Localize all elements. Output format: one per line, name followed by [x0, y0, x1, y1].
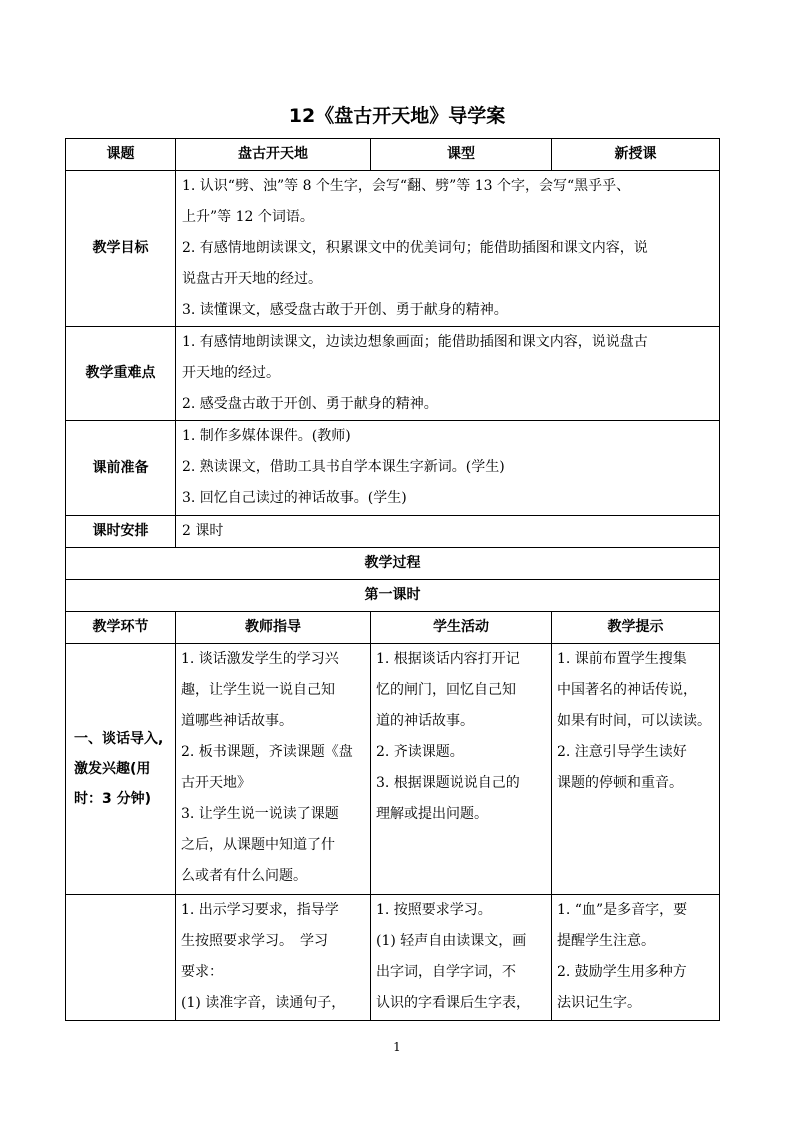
- key-point-line: 2. 感受盘古敢于开创、勇于献身的精神。: [182, 396, 438, 412]
- type-value: 新授课: [552, 139, 720, 171]
- preparation-line: 3. 回忆自己读过的神话故事。(学生): [182, 490, 407, 506]
- tip-line: 1. “血”是多音字，要: [557, 902, 688, 918]
- topic-value: 盘古开天地: [176, 139, 371, 171]
- student-line: 3. 根据课题说说自己的: [376, 775, 520, 791]
- objectives-label: 教学目标: [66, 171, 176, 327]
- teaching-tips-cell: [552, 895, 720, 1021]
- teacher-line: 1. 谈话激发学生的学习兴: [181, 651, 339, 667]
- schedule-label: 课时安排: [66, 516, 176, 548]
- lesson-heading: 第一课时: [66, 580, 720, 612]
- process-heading: 教学过程: [66, 548, 720, 580]
- column-header: 学生活动: [371, 612, 552, 644]
- teacher-line: 2. 板书课题，齐读课题《盘: [181, 744, 353, 760]
- objective-line: 1. 认识“劈、浊”等 8 个生字，会写“翻、劈”等 13 个字，会写“黑乎乎、: [182, 178, 631, 194]
- objectives-content: [176, 171, 720, 327]
- student-line: 2. 齐读课题。: [376, 744, 464, 760]
- schedule-value: 2 课时: [176, 516, 720, 548]
- column-header: 教学提示: [552, 612, 720, 644]
- teacher-line: (1) 读准字音，读通句子，: [181, 995, 346, 1011]
- objective-line: 上升”等 12 个词语。: [182, 209, 314, 225]
- teaching-tips-cell: [552, 644, 720, 895]
- key-points-label: 教学重难点: [66, 327, 176, 421]
- preparation-line: 1. 制作多媒体课件。(教师): [182, 428, 351, 444]
- preparation-label: 课前准备: [66, 421, 176, 516]
- tip-line: 2. 注意引导学生读好: [557, 744, 687, 760]
- objective-line: 说盘古开天地的经过。: [182, 271, 322, 287]
- student-line: (1) 轻声自由读课文，画: [376, 933, 527, 949]
- preparation-line: 2. 熟读课文，借助工具书自学本课生字新词。(学生): [182, 459, 505, 475]
- key-points-content: [176, 327, 720, 421]
- tip-line: 1. 课前布置学生搜集: [557, 651, 687, 667]
- key-points-row: [66, 327, 720, 421]
- column-header: 教师指导: [176, 612, 371, 644]
- table-row: [66, 644, 720, 895]
- tip-line: 中国著名的神话传说，: [557, 682, 697, 698]
- tip-line: 课题的停顿和重音。: [557, 775, 683, 791]
- objective-line: 2. 有感情地朗读课文，积累课文中的优美词句；能借助插图和课文内容，说: [182, 240, 648, 256]
- key-point-line: 开天地的经过。: [182, 365, 280, 381]
- column-header-row: [66, 612, 720, 644]
- stage-line: 时：3 分钟): [74, 791, 152, 807]
- student-line: 理解或提出问题。: [376, 806, 488, 822]
- teacher-line: 古开天地》: [181, 775, 251, 791]
- objectives-row: [66, 171, 720, 327]
- topic-label: 课题: [66, 139, 176, 171]
- process-heading-row: [66, 548, 720, 580]
- preparation-content: [176, 421, 720, 516]
- teacher-line: 趣，让学生说一说自己知: [181, 682, 335, 698]
- key-point-line: 1. 有感情地朗读课文，边读边想象画面；能借助插图和课文内容，说说盘古: [182, 334, 648, 350]
- table-row: [66, 895, 720, 1021]
- type-label: 课型: [371, 139, 552, 171]
- teacher-line: 道哪些神话故事。: [181, 713, 293, 729]
- preparation-row: [66, 421, 720, 516]
- lesson-plan-table: [65, 138, 720, 1021]
- student-line: 忆的闸门，回忆自己知: [376, 682, 516, 698]
- stage-line: 激发兴趣(用: [74, 761, 151, 777]
- teacher-line: 生按照要求学习。 学习: [181, 933, 328, 949]
- stage-cell: [66, 895, 176, 1021]
- student-line: 道的神话故事。: [376, 713, 474, 729]
- teacher-guidance-cell: [176, 644, 371, 895]
- info-row: [66, 139, 720, 171]
- student-line: 认识的字看课后生字表，: [376, 995, 530, 1011]
- student-activity-cell: [371, 644, 552, 895]
- teacher-line: 3. 让学生说一说读了课题: [181, 806, 339, 822]
- page-title: 12《盘古开天地》导学案: [288, 105, 506, 127]
- teacher-line: 之后，从课题中知道了什: [181, 837, 335, 853]
- student-line: 1. 按照要求学习。: [376, 902, 492, 918]
- objective-line: 3. 读懂课文，感受盘古敢于开创、勇于献身的精神。: [182, 302, 508, 318]
- student-line: 出字词，自学字词，不: [376, 964, 516, 980]
- column-header: 教学环节: [66, 612, 176, 644]
- schedule-row: [66, 516, 720, 548]
- student-activity-cell: [371, 895, 552, 1021]
- stage-line: 一、谈话导入,: [74, 731, 164, 747]
- lesson-heading-row: [66, 580, 720, 612]
- teacher-line: 么或者有什么问题。: [181, 868, 307, 884]
- tip-line: 法识记生字。: [557, 995, 641, 1011]
- teacher-guidance-cell: [176, 895, 371, 1021]
- stage-cell: [66, 644, 176, 895]
- tip-line: 提醒学生注意。: [557, 933, 655, 949]
- page-number: 1: [393, 1040, 401, 1054]
- student-line: 1. 根据谈话内容打开记: [376, 651, 520, 667]
- teacher-line: 要求：: [181, 964, 223, 980]
- teacher-line: 1. 出示学习要求，指导学: [181, 902, 339, 918]
- tip-line: 2. 鼓励学生用多种方: [557, 964, 687, 980]
- tip-line: 如果有时间，可以读读。: [557, 713, 711, 729]
